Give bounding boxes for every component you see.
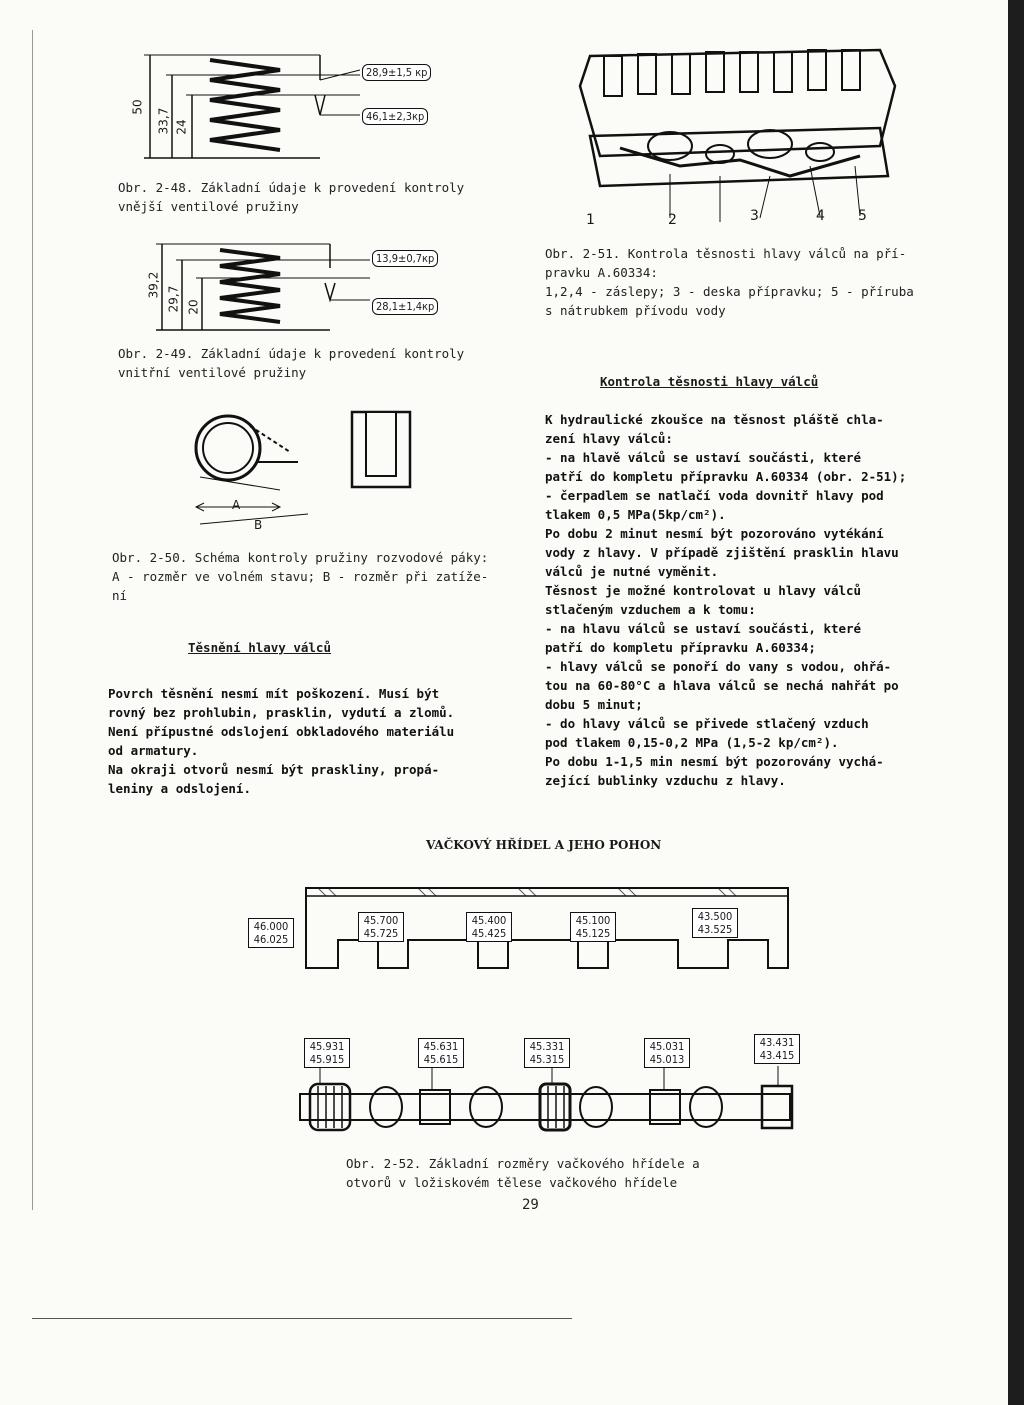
section-heading-tightness: Kontrola těsnosti hlavy válců — [600, 374, 819, 389]
rocker-spring-drawing — [180, 402, 440, 542]
section-heading-seal: Těsnění hlavy válců — [188, 640, 331, 655]
housing-dim-2: 45.700 45.725 — [358, 912, 404, 942]
section-heading-camshaft: VAČKOVÝ HŘÍDEL A JEHO POHON — [426, 838, 662, 852]
section-body-seal: Povrch těsnění nesmí mít poškození. Musí být rovný bez prohlubin, prasklin, vydutí a zlomů. Není přípustné odslojení obkladového materiálu od armatury. Na okraji otvorů nesmí být praskliny, propá- leniny a odslojení. — [108, 686, 455, 796]
figure-2-51 — [560, 36, 910, 236]
figure-2-50 — [180, 402, 440, 542]
figure-2-49 — [140, 238, 490, 338]
caption-2-49: Obr. 2-49. Základní údaje k provedení kontroly vnitřní ventilové pružiny — [118, 346, 465, 380]
dim-20: 20 — [186, 299, 201, 315]
dim-33-7: 33,7 — [156, 107, 171, 135]
label-b: B — [254, 518, 263, 532]
dim-24: 24 — [174, 119, 189, 135]
label-4: 4 — [816, 208, 825, 224]
outer-spring-drawing — [120, 40, 480, 170]
bottom-rule — [32, 1318, 572, 1319]
label-1: 1 — [586, 212, 595, 228]
label-5: 5 — [858, 208, 867, 224]
load-label-1: 13,9±0,7кр — [372, 250, 438, 267]
caption-2-52: Obr. 2-52. Základní rozměry vačkového hřídele a otvorů v ložiskovém tělese vačkového hřídele — [346, 1156, 700, 1190]
section-body-tightness: K hydraulické zkoušce na těsnost pláště chla- zení hlavy válců: - na hlavě válců se ustaví součásti, které patří do kompletu přípravku A.60334 (obr. 2-51); - čerpadlem se natlačí voda dovnitř hlavy pod tlakem 0,5 MPa(5kp/cm²). Po dobu 2 minut nesmí být pozorováno vytékání vody z hlavy. V případě zjištění prasklin hlavu válců je nutné vyměnit. Těsnost je možné kontrolovat u hlavy válců stlačeným vzduchem a k tomu: - na hlavu válců se ustaví součásti, které patří do kompletu přípravku A.60334; - hlavy válců se ponoří do vany s vodou, ohřá- tou na 60-80°C a hlava válců se nechá nahřát po dobu 5 minut; - do hlavy válců se přivede stlačený vzduch pod tlakem 0,15-0,2 MPa (1,5-2 kp/cm²). Po dobu 1-1,5 min nesmí být pozorovány vychá- zející bublinky vzduchu z hlavy. — [545, 412, 907, 788]
shaft-dim-1: 45.931 45.915 — [304, 1038, 350, 1068]
shaft-dim-5: 43.431 43.415 — [754, 1034, 800, 1064]
figure-2-48 — [120, 40, 480, 170]
shaft-dim-4: 45.031 45.013 — [644, 1038, 690, 1068]
shaft-dim-3: 45.331 45.315 — [524, 1038, 570, 1068]
dim-50: 50 — [130, 99, 145, 115]
cylinder-head-drawing — [560, 36, 910, 236]
shaft-dim-2: 45.631 45.615 — [418, 1038, 464, 1068]
label-2: 2 — [668, 212, 677, 228]
dim-39-2: 39,2 — [146, 271, 161, 299]
label-3: 3 — [750, 208, 759, 224]
housing-dim-1: 46.000 46.025 — [248, 918, 294, 948]
load-label-2: 28,1±1,4кр — [372, 298, 438, 315]
label-a: A — [232, 498, 241, 512]
housing-dim-5: 43.500 43.525 — [692, 908, 738, 938]
housing-dim-3: 45.400 45.425 — [466, 912, 512, 942]
dim-29-7: 29,7 — [166, 285, 181, 313]
housing-dim-4: 45.100 45.125 — [570, 912, 616, 942]
page-number: 29 — [522, 1197, 539, 1213]
caption-2-50: Obr. 2-50. Schéma kontroly pružiny rozvodové páky: A - rozměr ve volném stavu; B - rozměr při zatíže- ní — [112, 550, 489, 603]
load-label-1: 28,9±1,5 кр — [362, 64, 431, 81]
margin-line — [32, 30, 33, 1210]
caption-2-51: Obr. 2-51. Kontrola těsnosti hlavy válců na pří- pravku A.60334: 1,2,4 - záslepy; 3 - deska přípravku; 5 - příruba s nátrubkem přívodu vody — [545, 246, 914, 318]
scan-edge — [1008, 0, 1024, 1405]
caption-2-48: Obr. 2-48. Základní údaje k provedení kontroly vnější ventilové pružiny — [118, 180, 465, 214]
load-label-2: 46,1±2,3кр — [362, 108, 428, 125]
